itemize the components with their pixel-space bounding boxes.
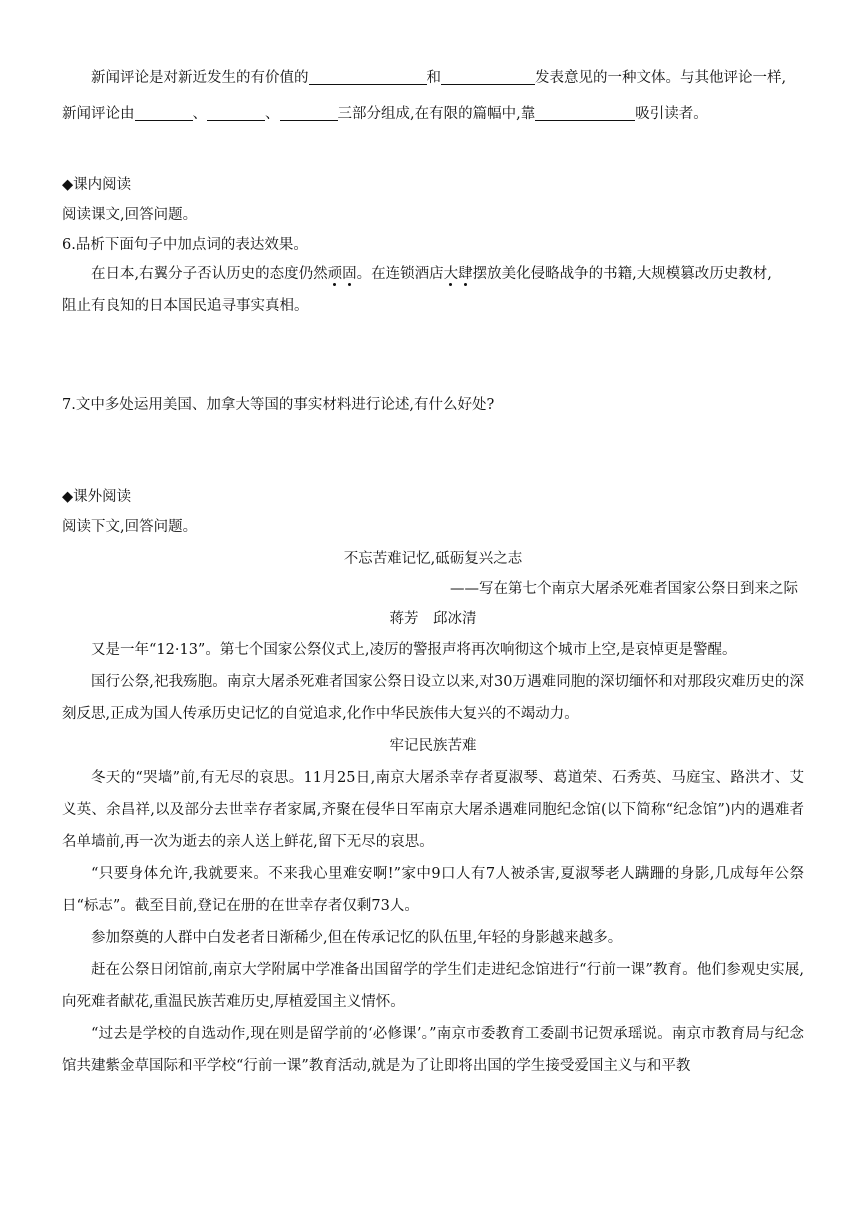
question-6: 6.品析下面句子中加点词的表达效果。: [62, 237, 308, 253]
dotted-char: 顽: [327, 266, 343, 282]
answer-blank[interactable]: [441, 69, 535, 85]
section-heading-out-class: ◆课外阅读: [62, 489, 132, 505]
article-paragraph: 冬天的“哭墙”前,有无尽的哀思。11月25日,南京大屠杀幸存者夏淑琴、葛道荣、石秀英、马庭宝、路洪才、艾义英、余昌祥,以及部分去世幸存者家属,齐聚在侵华日军南京大屠杀遇难同胞纪念馆(以下简称“纪念馆”)内的遇难者名单墙前,再一次为逝去的亲人送上鲜花,留下无尽的哀思。: [62, 770, 804, 850]
fill-text: 、: [192, 106, 207, 122]
article-paragraph: “过去是学校的自选动作,现在则是留学前的‘必修课’。”南京市委教育工委副书记贺承瑶说。南京市教育局与纪念馆共建紫金草国际和平学校“行前一课”教育活动,就是为了让即将出国的学生接受爱国主义与和平教: [62, 1026, 804, 1074]
instruction: 阅读课文,回答问题。: [62, 207, 198, 223]
answer-blank[interactable]: [535, 105, 635, 121]
fill-text: 和: [426, 70, 441, 86]
article-section-heading: 牢记民族苦难: [389, 738, 477, 754]
fill-text: 新闻评论是对新近发生的有价值的: [91, 70, 309, 86]
question-7: 7.文中多处运用美国、加拿大等国的事实材料进行论述,有什么好处?: [62, 397, 495, 413]
article-paragraph: 又是一年“12·13”。第七个国家公祭仪式上,凌厉的警报声将再次响彻这个城市上空,是哀悼更是警醒。: [91, 642, 737, 658]
article-paragraph: 国行公祭,祀我殇胞。南京大屠杀死难者国家公祭日设立以来,对30万遇难同胞的深切缅怀和对那段灾难历史的深刻反思,正成为国人传承历史记忆的自觉追求,化作中华民族伟大复兴的不竭动力。: [62, 674, 804, 722]
article-authors: 蒋芳 邱冰清: [389, 611, 477, 627]
fill-text: 吸引读者。: [635, 106, 708, 122]
answer-blank[interactable]: [207, 105, 265, 121]
fill-text: 发表意见的一种文体。与其他评论一样,: [535, 70, 787, 86]
quoted-sentence: [62, 258, 804, 290]
answer-space[interactable]: [62, 418, 804, 484]
instruction: 阅读下文,回答问题。: [62, 519, 198, 535]
quote-text: 在日本,右翼分子否认历史的态度仍然: [91, 266, 328, 282]
document-page: [62, 60, 804, 1082]
fill-text: 三部分组成,在有限的篇幅中,靠: [337, 106, 536, 122]
answer-blank[interactable]: [135, 105, 193, 121]
fill-text: 、: [265, 106, 280, 122]
article-paragraph: 赶在公祭日闭馆前,南京大学附属中学准备出国留学的学生们走进纪念馆进行“行前一课”教育。他们参观史实展,向死难者献花,重温民族苦难历史,厚植爱国主义情怀。: [62, 962, 804, 1010]
quote-text: 。在连锁酒店: [356, 266, 444, 282]
fill-text: 新闻评论由: [62, 106, 135, 122]
fill-blank-question-cont: [62, 96, 804, 132]
fill-blank-question: [62, 60, 804, 96]
dotted-char: 肆: [458, 266, 473, 282]
answer-blank[interactable]: [280, 105, 338, 121]
answer-blank[interactable]: [309, 69, 427, 85]
article-paragraph: 参加祭奠的人群中白发老者日渐稀少,但在传承记忆的队伍里,年轻的身影越来越多。: [91, 930, 623, 946]
section-heading-in-class: ◆课内阅读: [62, 177, 132, 193]
dotted-char: 固: [342, 266, 357, 282]
quote-text: 摆放美化侵略战争的书籍,大规模篡改历史教材,: [472, 266, 772, 282]
article-paragraph: “只要身体允许,我就要来。不来我心里难安啊!”家中9口人有7人被杀害,夏淑琴老人蹒跚的身影,几成每年公祭日“标志”。截至目前,登记在册的在世幸存者仅剩73人。: [62, 866, 804, 914]
dotted-char: 大: [443, 266, 459, 282]
article-title: 不忘苦难记忆,砥砺复兴之志: [343, 551, 523, 567]
answer-space[interactable]: [62, 322, 804, 392]
article-subtitle: ——写在第七个南京大屠杀死难者国家公祭日到来之际: [450, 581, 798, 597]
quoted-sentence-cont: 阻止有良知的日本国民追寻事实真相。: [62, 298, 309, 314]
